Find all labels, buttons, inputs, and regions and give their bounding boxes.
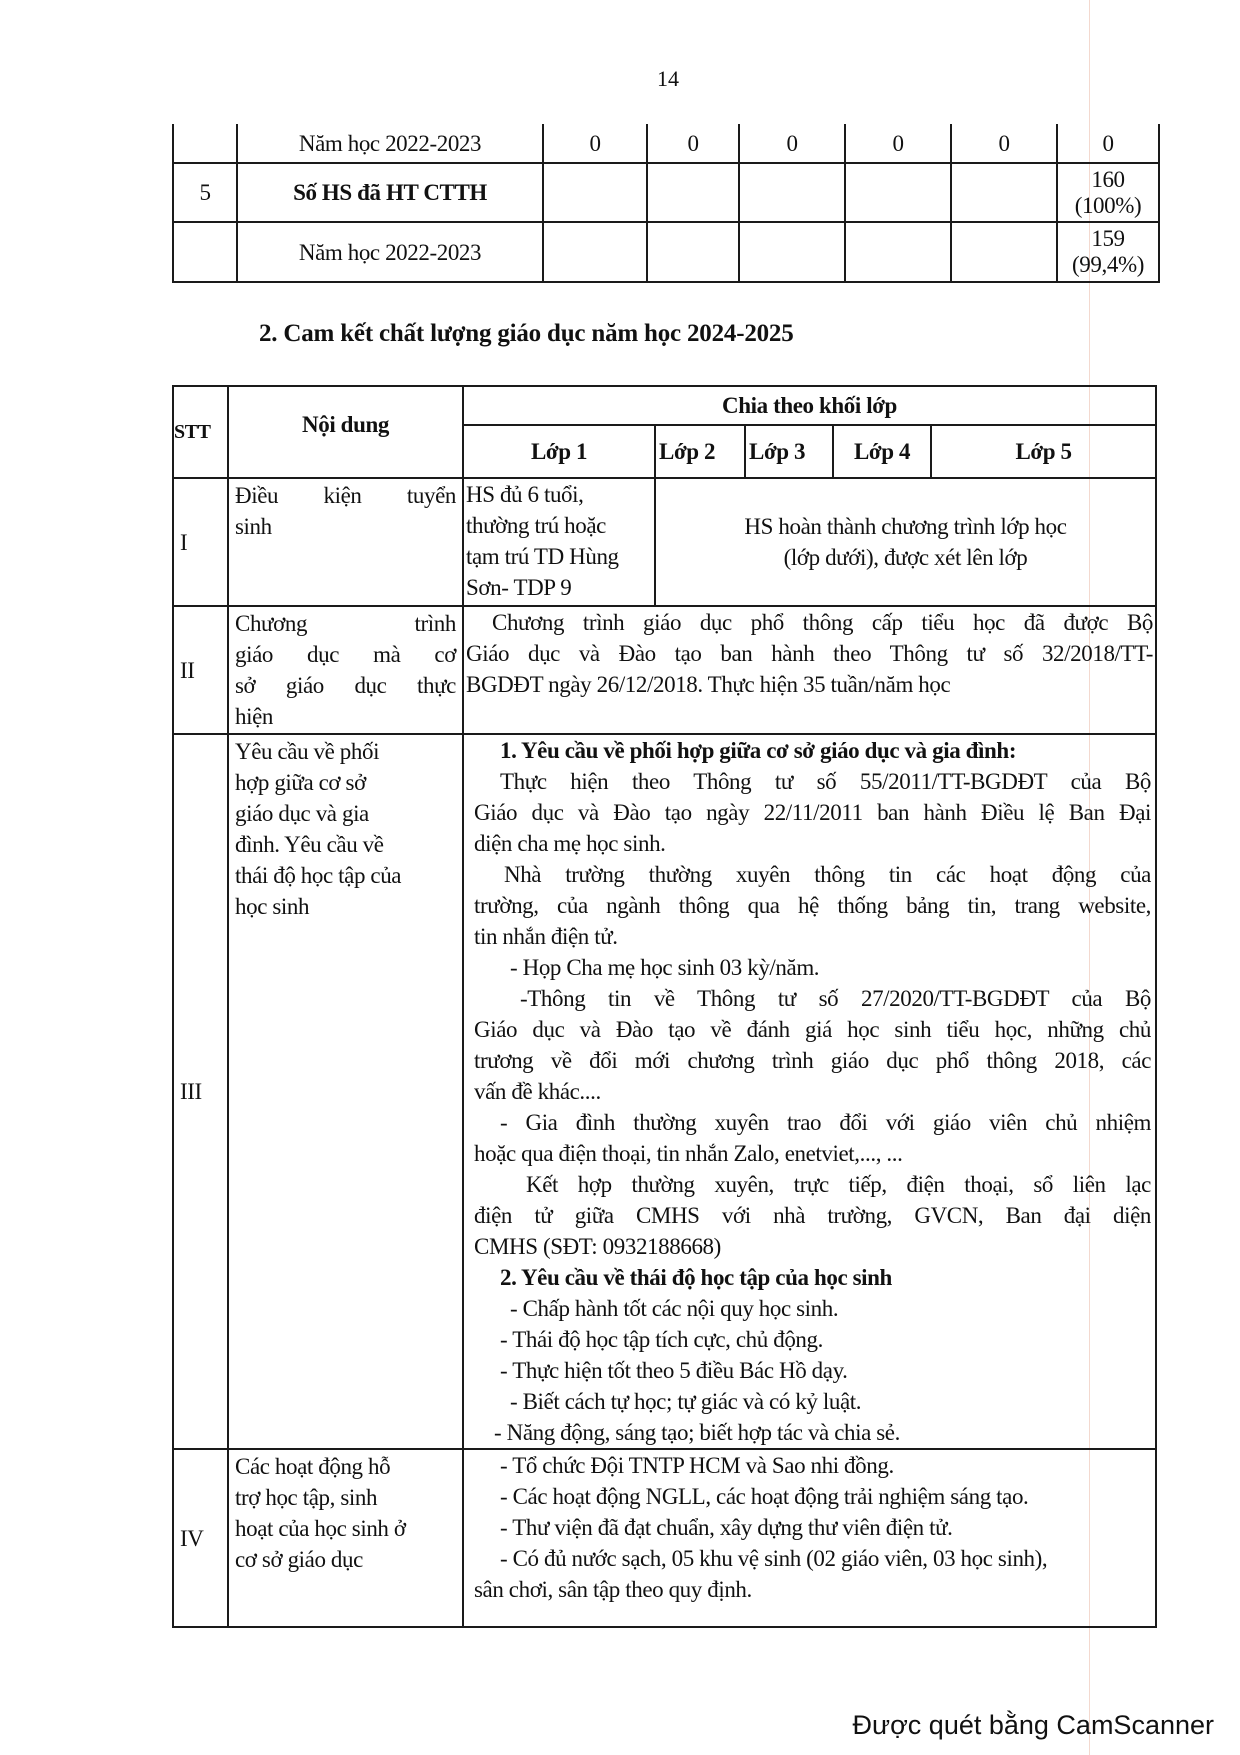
text-line: - Chấp hành tốt các nội quy học sinh. <box>510 1296 839 1321</box>
value-cell <box>845 222 951 282</box>
value-line: (99,4%) <box>1072 252 1144 277</box>
content-header: Nội dung <box>228 386 463 478</box>
value-cell <box>1057 163 1159 222</box>
value-line: 160 <box>1091 166 1125 192</box>
grade-group-header: Chia theo khối lớp <box>463 386 1156 425</box>
table-row <box>173 1449 1156 1627</box>
text-line: Chương trình <box>235 611 456 636</box>
grades2to5-cell <box>655 478 1156 606</box>
value-cell <box>951 222 1057 282</box>
header-row <box>173 386 1156 425</box>
grade-header: Lớp 1 <box>463 425 655 478</box>
text-line: Thực hiện theo Thông tư số 55/2011/TT-BGDĐT của Bộ <box>500 769 1151 794</box>
text-line: Kết hợp thường xuyên, trực tiếp, điện thoại, sổ liên lạc <box>526 1172 1151 1197</box>
text-line: diện cha mẹ học sinh. <box>474 831 666 856</box>
stt-cell <box>173 222 237 282</box>
text-line: Các hoạt động hỗ <box>235 1454 391 1479</box>
label-cell <box>228 1449 463 1627</box>
text-line: thái độ học tập của <box>235 863 402 888</box>
text-line: hoạt của học sinh ở <box>235 1516 406 1541</box>
grade-header: Lớp 2 <box>655 425 745 478</box>
text-line: - Tổ chức Đội TNTP HCM và Sao nhi đồng. <box>500 1453 894 1478</box>
text-line: - Biết cách tự học; tự giác và có kỷ luật. <box>510 1389 862 1414</box>
value-cell <box>845 163 951 222</box>
text-line: BGDĐT ngày 26/12/2018. Thực hiện 35 tuần/năm học <box>466 672 951 697</box>
stt-cell: III <box>173 734 228 1449</box>
content-cell <box>463 1449 1156 1627</box>
text-line: đình. Yêu cầu về <box>235 832 384 857</box>
section-heading: 2. Cam kết chất lượng giáo dục năm học 2024-2025 <box>259 320 794 347</box>
grade1-cell <box>463 478 655 606</box>
stt-cell: I <box>173 478 228 606</box>
table-row <box>173 606 1156 734</box>
label-cell <box>228 606 463 734</box>
text-line: - Các hoạt động NGLL, các hoạt động trải nghiệm sáng tạo. <box>500 1484 1029 1509</box>
text-line: - Thư viện đã đạt chuẩn, xây dựng thư viên điện tử. <box>500 1515 953 1540</box>
value-cell <box>951 163 1057 222</box>
results-table <box>172 124 1160 283</box>
content-cell <box>463 734 1156 1449</box>
text-line: - Thái độ học tập tích cực, chủ động. <box>500 1327 823 1352</box>
text-line: giáo dục và gia <box>235 801 369 826</box>
text-line: cơ sở giáo dục <box>235 1547 363 1572</box>
text-line: thường trú hoặc <box>466 513 606 538</box>
text-line: HS đủ 6 tuổi, <box>466 482 584 507</box>
label-cell <box>228 734 463 1449</box>
text-line: hoặc qua điện thoại, tin nhắn Zalo, enetviet,..., ... <box>474 1141 903 1166</box>
text-line: Giáo dục và Đào tạo ban hành theo Thông tư số 32/2018/TT- <box>466 641 1153 666</box>
text-line: học sinh <box>235 894 310 919</box>
text-line: (lớp dưới), được xét lên lớp <box>783 545 1028 570</box>
text-line: hiện <box>235 704 273 729</box>
stt-cell: II <box>173 606 228 734</box>
stt-cell: 5 <box>173 163 237 222</box>
label-cell: Năm học 2022-2023 <box>237 124 543 163</box>
value-cell: 0 <box>647 124 739 163</box>
text-line: trương về đổi mới chương trình giáo dục phổ thông 2018, các <box>474 1048 1151 1073</box>
content-cell <box>463 606 1156 734</box>
value-cell <box>739 163 845 222</box>
text-line: - Năng động, sáng tạo; biết hợp tác và chia sẻ. <box>494 1420 900 1445</box>
value-cell <box>739 222 845 282</box>
label-cell <box>228 478 463 606</box>
text-line: sinh <box>235 514 272 539</box>
text-line: -Thông tin về Thông tư số 27/2020/TT-BGDĐT của Bộ <box>520 986 1151 1011</box>
grade-header: Lớp 4 <box>833 425 931 478</box>
text-line: trường, của ngành thông qua hệ thống bảng tin, trang website, <box>474 893 1151 918</box>
text-line: 2. Yêu cầu về thái độ học tập của học sinh <box>500 1265 892 1290</box>
text-line: Yêu cầu về phối <box>235 739 380 764</box>
text-line: Giáo dục và Đào tạo về đánh giá học sinh tiểu học, những chủ <box>474 1017 1151 1042</box>
grade-header: Lớp 3 <box>745 425 833 478</box>
table-row <box>173 124 1159 163</box>
value-cell <box>647 163 739 222</box>
stt-cell: IV <box>173 1449 228 1627</box>
text-line: giáo dục mà cơ <box>235 642 456 667</box>
text-line: trợ học tập, sinh <box>235 1485 378 1510</box>
text-line: tạm trú TD Hùng <box>466 544 619 569</box>
value-cell: 0 <box>543 124 647 163</box>
text-line: HS hoàn thành chương trình lớp học <box>744 514 1067 539</box>
label-cell: Năm học 2022-2023 <box>237 222 543 282</box>
text-line: Giáo dục và Đào tạo ngày 22/11/2011 ban hành Điều lệ Ban Đại <box>474 800 1151 825</box>
stt-cell <box>173 124 237 163</box>
text-line: - Gia đình thường xuyên trao đổi với giáo viên chủ nhiệm <box>500 1110 1151 1135</box>
value-cell: 0 <box>739 124 845 163</box>
value-line: (100%) <box>1074 192 1142 218</box>
text-line: Chương trình giáo dục phổ thông cấp tiểu học đã được Bộ <box>492 610 1153 635</box>
text-line: - Thực hiện tốt theo 5 điều Bác Hồ dạy. <box>500 1358 848 1383</box>
text-line: CMHS (SĐT: 0932188668) <box>474 1234 721 1259</box>
value-cell <box>543 163 647 222</box>
commitment-table <box>172 385 1157 1628</box>
stt-header: STT <box>173 386 228 478</box>
table-row <box>173 222 1159 282</box>
value-cell: 0 <box>1057 124 1159 163</box>
text-line: 1. Yêu cầu về phối hợp giữa cơ sở giáo dục và gia đình: <box>500 738 1017 763</box>
table-row <box>173 478 1156 606</box>
text-line: hợp giữa cơ sở <box>235 770 366 795</box>
value-line: 159 <box>1091 226 1125 251</box>
value-cell <box>543 222 647 282</box>
text-line: Nhà trường thường xuyên thông tin các hoạt động của <box>504 862 1151 887</box>
text-line: tin nhắn điện tử. <box>474 924 618 949</box>
text-line: sở giáo dục thực <box>235 673 456 698</box>
text-line: - Họp Cha mẹ học sinh 03 kỳ/năm. <box>510 955 820 980</box>
value-cell: 0 <box>951 124 1057 163</box>
text-line: Sơn- TDP 9 <box>466 575 572 600</box>
text-line: sân chơi, sân tập theo quy định. <box>474 1577 752 1602</box>
page-number: 14 <box>657 66 679 91</box>
grade-header: Lớp 5 <box>931 425 1156 478</box>
camscanner-watermark: Được quét bằng CamScanner <box>852 1710 1214 1740</box>
text-line: - Có đủ nước sạch, 05 khu vệ sinh (02 giáo viên, 03 học sinh), <box>500 1546 1048 1571</box>
value-cell <box>1057 222 1159 282</box>
text-line: vấn đề khác.... <box>474 1079 601 1104</box>
table-row <box>173 734 1156 1449</box>
text-line: điện tử giữa CMHS với nhà trường, GVCN, Ban đại diện <box>474 1203 1151 1228</box>
label-cell: Số HS đã HT CTTH <box>237 163 543 222</box>
table-row <box>173 163 1159 222</box>
value-cell: 0 <box>845 124 951 163</box>
text-line: Điều kiện tuyển <box>235 483 456 508</box>
value-cell <box>647 222 739 282</box>
